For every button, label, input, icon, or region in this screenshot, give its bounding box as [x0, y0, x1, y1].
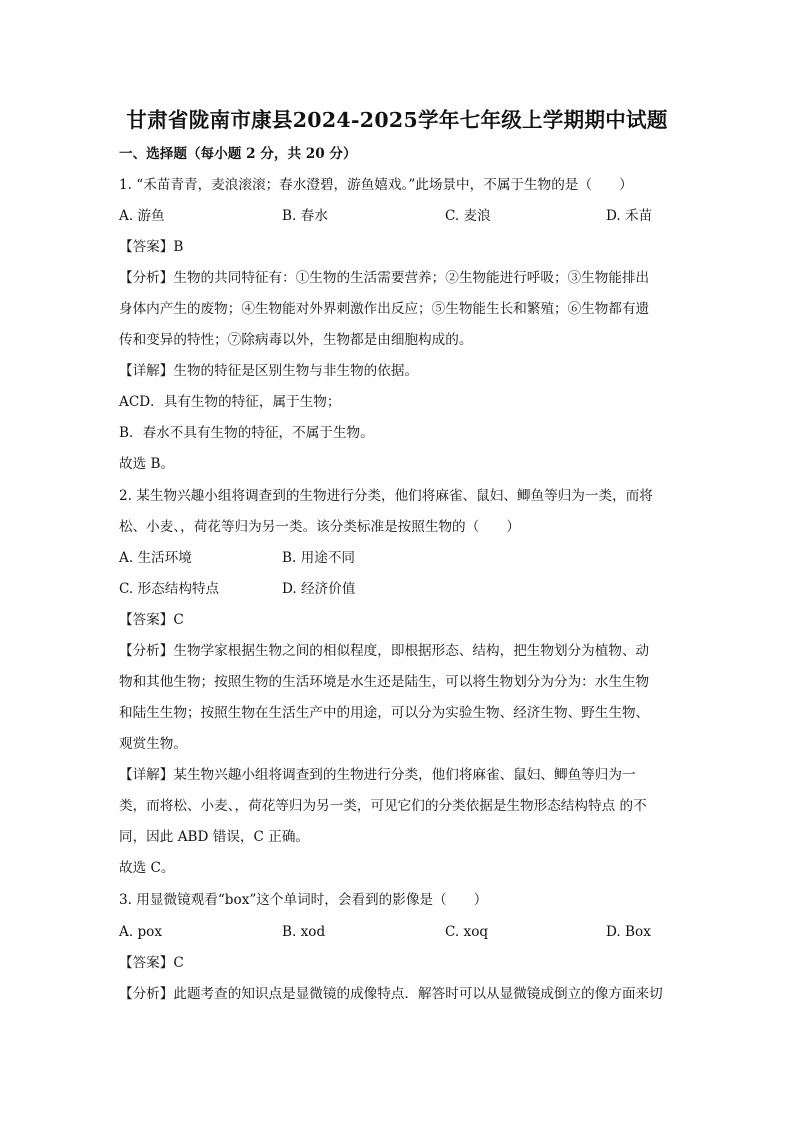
q3-option-d: D. Box: [606, 924, 651, 940]
q1-analysis-line: 身体内产生的废物；④生物能对外界刺激作出反应；⑤生物能生长和繁殖；⑥生物都有遗: [119, 301, 650, 317]
q2-analysis-line: 和陆生生物；按照生物在生活生产中的用途，可以分为实验生物、经济生物、野生生物、: [119, 705, 650, 721]
question-2-stem: 2. 某生物兴趣小组将调查到的生物进行分类，他们将麻雀、鼠妇、鲫鱼等归为一类，而将: [119, 488, 653, 504]
q1-detail-line: B．春水不具有生物的特征，不属于生物。: [119, 425, 374, 441]
q2-option-c: C. 形态结构特点: [119, 581, 220, 597]
q2-detail-line: 故选 C。: [119, 860, 175, 876]
question-2-stem: 松、小麦、，荷花等归为另一类。该分类标准是按照生物的（ ）: [119, 519, 521, 535]
q1-answer: 【答案】B: [119, 239, 184, 255]
question-3-stem: 3. 用显微镜观看“box”这个单词时，会看到的影像是（ ）: [119, 892, 488, 908]
q1-option-a: A. 游鱼: [119, 208, 165, 224]
q2-analysis-line: 观赏生物。: [119, 736, 187, 752]
q2-analysis-line: 【分析】生物学家根据生物之间的相似程度，即根据形态、结构，把生物划分为植物、动: [119, 643, 650, 659]
q2-detail-line: 类，而将松、小麦、，荷花等归为另一类，可见它们的分类依据是生物形态结构特点 的不: [119, 798, 647, 814]
q2-answer: 【答案】C: [119, 612, 184, 628]
page-title: 甘肃省陇南市康县2024-2025学年七年级上学期期中试题: [126, 108, 668, 132]
q2-option-d: D. 经济价值: [282, 581, 356, 597]
q2-detail-line: 【详解】某生物兴趣小组将调查到的生物进行分类，他们将麻雀、鼠妇、鲫鱼等归为一: [119, 767, 636, 783]
q3-option-a: A. pox: [119, 924, 163, 940]
question-1-stem: 1. “禾苗青青，麦浪滚滚；春水澄碧，游鱼嬉戏。”此场景中，不属于生物的是（ ）: [119, 177, 633, 193]
q1-option-c: C. 麦浪: [445, 208, 491, 224]
q1-detail-line: 故选 B。: [119, 456, 175, 472]
q3-answer: 【答案】C: [119, 955, 184, 971]
q2-analysis-line: 物和其他生物；按照生物的生活环境是水生还是陆生，可以将生物划分为分为：水生生物: [119, 674, 650, 690]
q3-option-b: B. xod: [282, 924, 326, 940]
q2-option-a: A. 生活环境: [119, 550, 192, 566]
q3-option-c: C. xoq: [445, 924, 489, 940]
q1-analysis-line: 传和变异的特性；⑦除病毒以外，生物都是由细胞构成的。: [119, 332, 473, 348]
q1-option-d: D. 禾苗: [606, 208, 653, 224]
q1-detail-line: ACD．具有生物的特征，属于生物；: [119, 394, 341, 410]
q3-analysis-line: 【分析】此题考查的知识点是显微镜的成像特点．解答时可以从显微镜成倒立的像方面来切: [119, 986, 663, 1002]
section-heading: 一、选择题（每小题 2 分，共 20 分）: [119, 146, 357, 162]
q1-option-b: B. 春水: [282, 208, 328, 224]
q2-detail-line: 同，因此 ABD 错误，C 正确。: [119, 829, 310, 845]
q2-option-b: B. 用途不同: [282, 550, 356, 566]
q1-analysis-line: 【分析】生物的共同特征有：①生物的生活需要营养；②生物能进行呼吸；③生物能排出: [119, 270, 650, 286]
q1-detail-line: 【详解】生物的特征是区别生物与非生物的依据。: [119, 363, 419, 379]
